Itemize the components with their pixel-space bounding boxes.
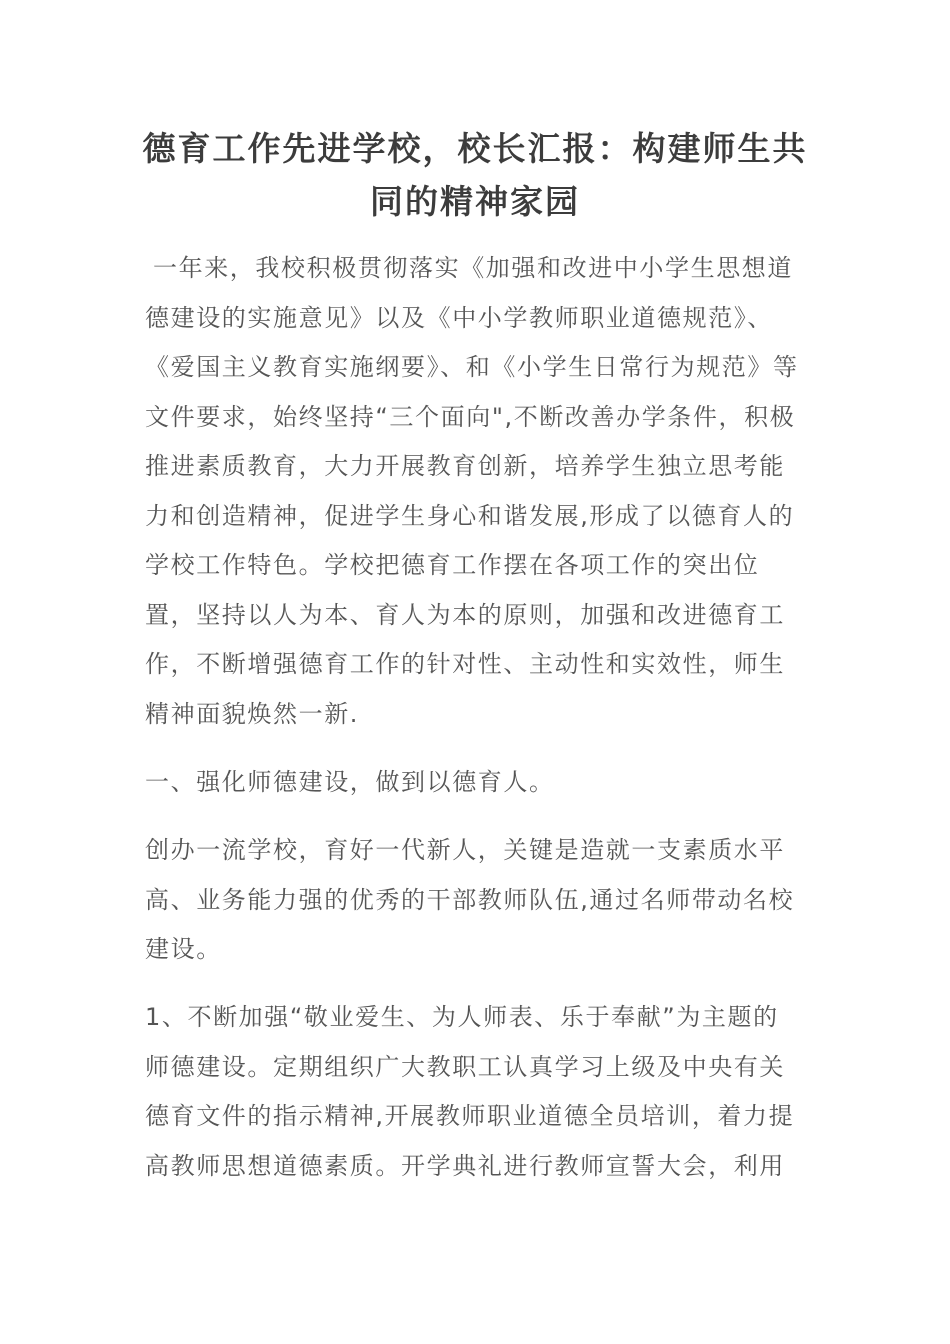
intro-paragraph: 一年来，我校积极贯彻落实《加强和改进中小学生思想道德建设的实施意见》以及《中小学教师职业道德规范》、《爱国主义教育实施纲要》、和《小学生日常行为规范》等文件要求，始终坚持“三个面向",不断改善办学条件，积极推进素质教育，大力开展教育创新，培养学生独立思考能力和创造精神，促进学生身心和谐发展,形成了以德育人的学校工作特色。学校把德育工作摆在各项工作的突出位置，坚持以人为本、育人为本的原则，加强和改进德育工作，不断增强德育工作的针对性、主动性和实效性，师生精神面貌焕然一新. bbox=[145, 254, 799, 728]
body-paragraph: 创办一流学校，育好一代新人，关键是造就一支素质水平高、业务能力强的优秀的干部教师队伍,通过名师带动名校建设。 bbox=[145, 836, 795, 963]
section-heading: 一、强化师德建设，做到以德育人。 bbox=[145, 768, 555, 796]
document-title: 德育工作先进学校，校长汇报：构建师生共同的精神家园 bbox=[142, 129, 808, 221]
body-paragraph: 1、不断加强“敬业爱生、为人师表、乐于奉献”为主题的师德建设。定期组织广大教职工认真学习上级及中央有关德育文件的指示精神,开展教师职业道德全员培训，着力提高教师思想道德素质。开学典礼进行教师宣誓大会，利用 bbox=[145, 1003, 795, 1180]
